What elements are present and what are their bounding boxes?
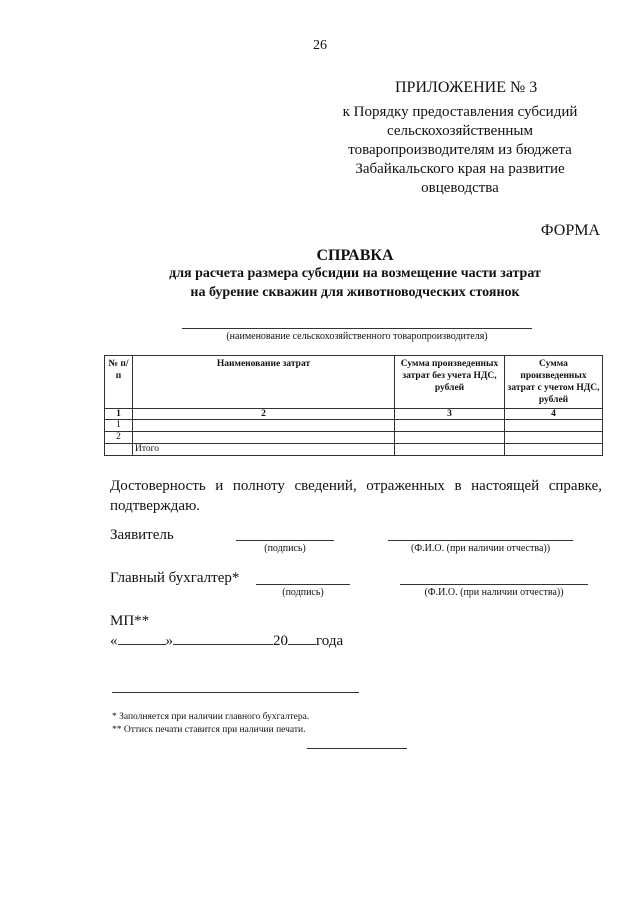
total-number-cell — [105, 444, 133, 456]
cell-sum-with-vat — [505, 432, 603, 444]
appendix-subtitle-line: Забайкальского края на развитие — [355, 161, 565, 177]
appendix-subtitle-line: сельскохозяйственным — [387, 123, 533, 139]
chief-accountant-name-caption: (Ф.И.О. (при наличии отчества)) — [424, 587, 564, 598]
cell-sum-without-vat — [395, 432, 505, 444]
applicant-label: Заявитель — [110, 527, 174, 543]
header-sum-with-vat: Сумма произведенных затрат с учетом НДС, рублей — [505, 356, 603, 409]
seal-label: МП** — [110, 613, 150, 629]
date-year-prefix: 20 — [273, 633, 288, 649]
date-year-blank — [288, 632, 316, 645]
applicant-signature-caption: (подпись) — [264, 543, 306, 554]
applicant-signature-line — [236, 540, 334, 541]
date-month-blank — [173, 632, 273, 645]
row-number: 2 — [105, 432, 133, 444]
table-total-row — [105, 444, 603, 456]
header-number: № п/п — [105, 356, 133, 409]
chief-accountant-signature-line — [256, 584, 350, 585]
organization-name-line — [182, 328, 532, 329]
appendix-subtitle-line: товаропроизводителям из бюджета — [348, 142, 572, 158]
table-row — [105, 420, 603, 432]
end-line — [307, 748, 407, 749]
cost-table — [104, 355, 603, 456]
applicant-name-line — [388, 540, 573, 541]
document-title: СПРАВКА — [316, 247, 394, 264]
column-number-row — [105, 409, 603, 420]
date-day-blank — [118, 632, 166, 645]
chief-accountant-label: Главный бухгалтер* — [110, 570, 240, 586]
header-cost-name: Наименование затрат — [133, 356, 395, 409]
cell-cost-name — [133, 432, 395, 444]
document-subtitle — [130, 264, 580, 302]
appendix-subtitle — [320, 103, 600, 198]
applicant-name-caption: (Ф.И.О. (при наличии отчества)) — [410, 543, 551, 554]
total-sum-with-vat — [505, 444, 603, 456]
appendix-subtitle-line: к Порядку предоставления субсидий — [342, 104, 578, 120]
cell-cost-name — [133, 420, 395, 432]
document-subtitle-line: на бурение скважин для животноводческих стоянок — [190, 285, 520, 300]
column-number: 2 — [133, 409, 395, 420]
footnote: * Заполняется при наличии главного бухгалтера. — [112, 712, 310, 722]
chief-accountant-name-line — [400, 584, 588, 585]
form-label: ФОРМА — [540, 222, 600, 239]
cell-sum-with-vat — [505, 420, 603, 432]
column-number: 4 — [505, 409, 603, 420]
appendix-subtitle-line: овцеводства — [421, 180, 499, 196]
header-sum-without-vat: Сумма произведенных затрат без учета НДС, рублей — [395, 356, 505, 409]
cell-sum-without-vat — [395, 420, 505, 432]
table-row — [105, 432, 603, 444]
chief-accountant-signature-caption: (подпись) — [282, 587, 324, 598]
date-close-quote: » — [165, 633, 173, 649]
column-number: 3 — [395, 409, 505, 420]
appendix-title: ПРИЛОЖЕНИЕ № 3 — [395, 79, 538, 96]
confirmation-text: Достоверность и полноту сведений, отраженных в настоящей справке, подтверждаю. — [110, 478, 602, 514]
footnote: ** Оттиск печати ставится при наличии печати. — [112, 725, 306, 735]
footnote-separator — [112, 692, 359, 693]
date-open-quote: « — [110, 633, 118, 649]
row-number: 1 — [105, 420, 133, 432]
column-number: 1 — [105, 409, 133, 420]
organization-name-caption: (наименование сельскохозяйственного товаропроизводителя) — [226, 331, 488, 342]
total-sum-without-vat — [395, 444, 505, 456]
total-label: Итого — [133, 444, 395, 456]
date-line — [110, 632, 343, 650]
page-number: 26 — [313, 38, 327, 53]
table-header-row — [105, 356, 603, 409]
document-subtitle-line: для расчета размера субсидии на возмещение части затрат — [169, 266, 541, 281]
date-year-suffix: года — [316, 633, 344, 649]
